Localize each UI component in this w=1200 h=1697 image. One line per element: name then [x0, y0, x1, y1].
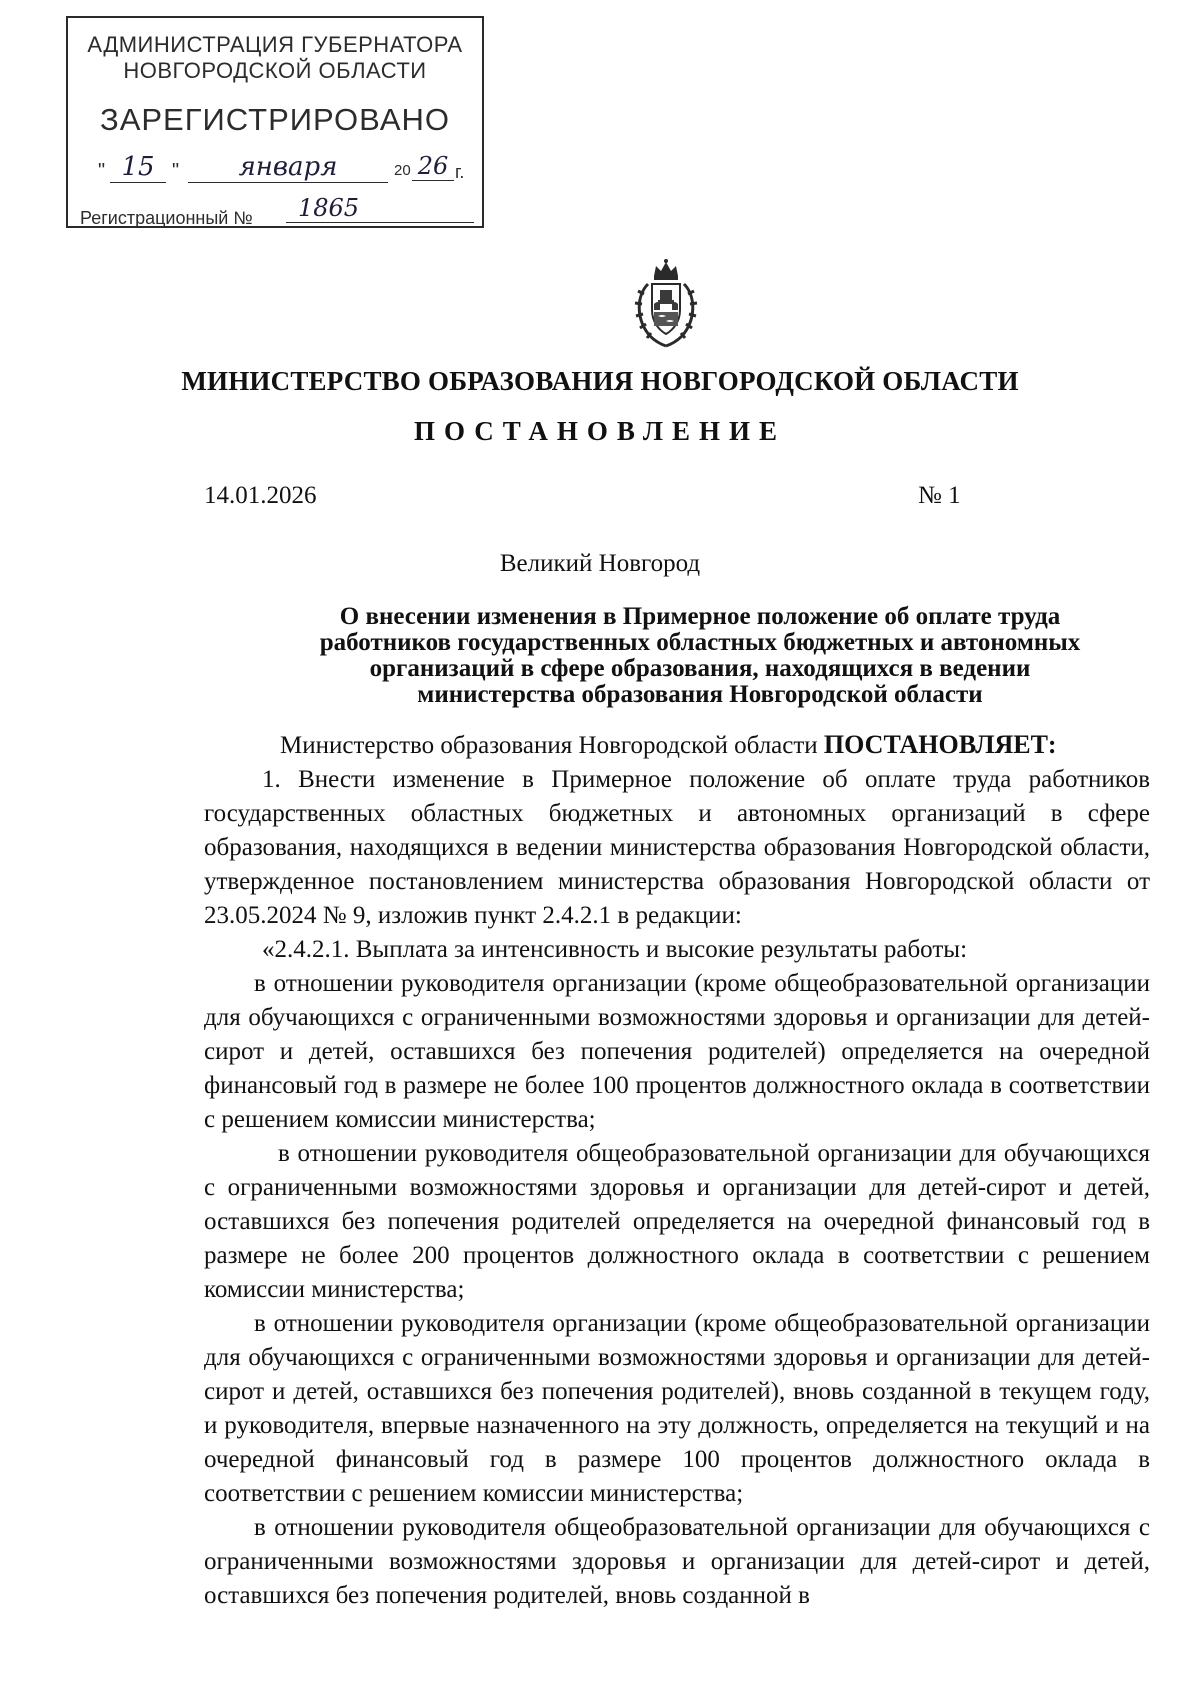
stamp-org-line2: НОВГОРОДСКОЙ ОБЛАСТИ [123, 58, 427, 83]
enacting-clause [204, 728, 1150, 763]
stamp-year-unit: г. [455, 162, 465, 182]
document-date: 14.01.2026 [204, 482, 317, 509]
paragraph-quote-start: «2.4.2.1. Выплата за интенсивность и высокие результаты работы: [262, 936, 968, 963]
subject-line: работников государственных областных бюджетных и автономных [319, 629, 1081, 656]
stamp-quote-open: " [98, 160, 106, 182]
stamp-date [98, 152, 478, 186]
stamp-reg-label: Регистрационный № [80, 208, 253, 228]
paragraph-item-1: 1. Внести изменение в Примерное положение об оплате труда работников государственных областных бюджетных и автономных организаций в сфере образования, находящихся в ведении министерства образования Новгородской области, утвержденное постановлением министерства образования Новгородской области от 23.05.2024 № 9, изложив пункт 2.4.2.1 в редакции: [204, 766, 1150, 929]
stamp-org-line1: АДМИНИСТРАЦИЯ ГУБЕРНАТОРА [87, 32, 463, 57]
stamp-day-handwritten: 15 [110, 152, 166, 183]
paragraph: в отношении руководителя организации (кроме общеобразовательной организации для обучающихся с ограниченными возможностями здоровья и организации для детей-сирот и детей, оставшихся без попечения родителей), вновь созданной в текущем году, и руководителя, впервые назначенного на эту должность, определяется на текущий и на очередной финансовый год в размере 100 процентов должностного оклада в соответствии с решением комиссии министерства; [204, 1310, 1150, 1507]
subject-line: О внесении изменения в Примерное положение об оплате труда [339, 603, 1061, 630]
stamp-month-handwritten: января [188, 152, 388, 183]
registration-stamp [66, 16, 484, 228]
stamp-title: ЗАРЕГИСТРИРОВАНО [99, 102, 450, 137]
subject-line: министерства образования Новгородской области [417, 681, 983, 708]
enacting-clause-keyword: ПОСТАНОВЛЯЕТ: [823, 730, 1057, 759]
stamp-reg-number-handwritten: 1865 [286, 194, 474, 223]
stamp-year-handwritten: 26 [412, 152, 454, 181]
document-subject [250, 604, 1150, 708]
paragraph: в отношении руководителя общеобразовательной организации для обучающихся с ограниченными возможностями здоровья и организации для детей-сирот и детей, оставшихся без попечения родителей, вновь созданной в [204, 1514, 1150, 1609]
ministry-name: МИНИСТЕРСТВО ОБРАЗОВАНИЯ НОВГОРОДСКОЙ ОБЛАСТИ [181, 366, 1019, 396]
novgorod-coat-of-arms-icon [632, 258, 700, 350]
stamp-quote-close: " [172, 160, 180, 182]
paragraph: в отношении руководителя общеобразовательной организации для обучающихся с ограниченными возможностями здоровья и организации для детей-сирот и детей, оставшихся без попечения родителей определяется на очередной финансовый год в размере не более 200 процентов должностного оклада в соответствии с решением комиссии министерства; [204, 1140, 1150, 1303]
paragraph: в отношении руководителя организации (кроме общеобразовательной организации для обучающихся с ограниченными возможностями здоровья и организации для детей-сирот и детей, оставшихся без попечения родителей) определяется на очередной финансовый год в размере не более 100 процентов должностного оклада в соответствии с решением комиссии министерства; [204, 970, 1150, 1133]
document-city: Великий Новгород [499, 550, 701, 577]
subject-line: организаций в сфере образования, находящихся в ведении [369, 655, 1031, 682]
document-number: № 1 [918, 482, 961, 509]
stamp-century: 20 [394, 162, 411, 179]
document-body [204, 728, 1150, 1613]
document-type: ПОСТАНОВЛЕНИЕ [413, 416, 787, 446]
enacting-clause-text: Министерство образования Новгородской области [280, 732, 824, 759]
